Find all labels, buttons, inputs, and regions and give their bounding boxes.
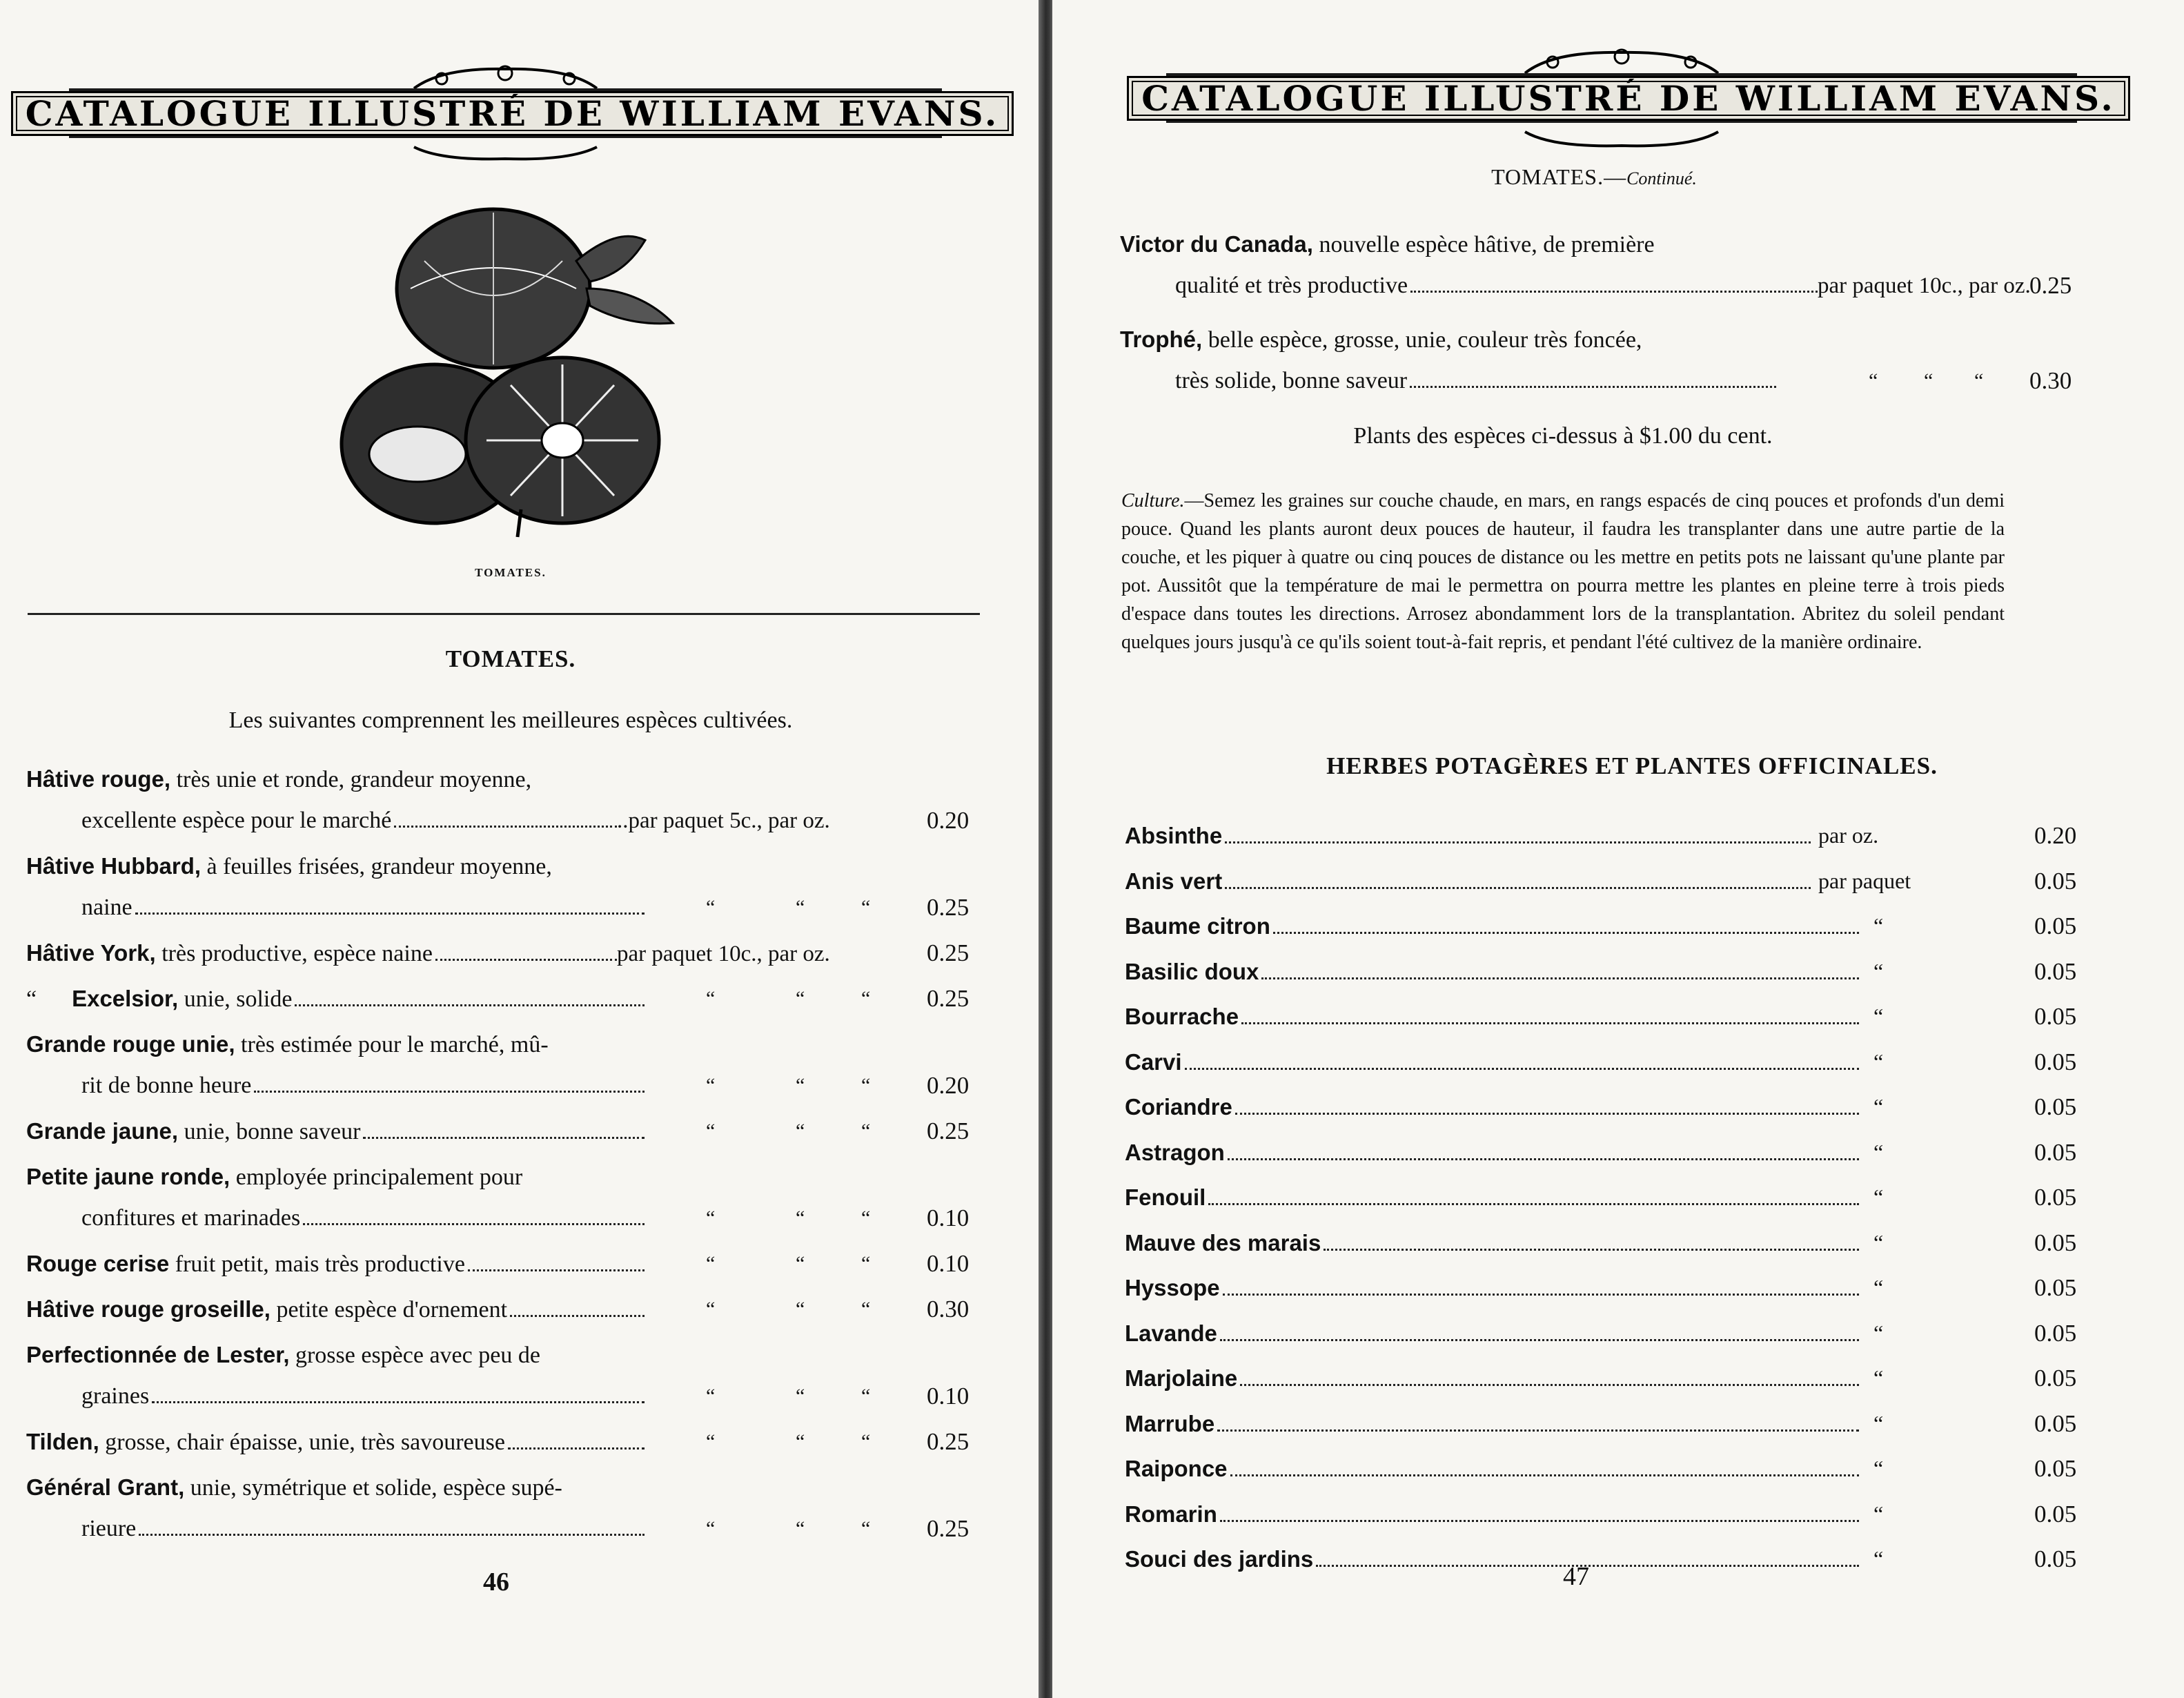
- item-name: Victor du Canada,: [1120, 231, 1313, 257]
- list-item: [26, 1422, 1006, 1463]
- herb-row: [1125, 1401, 2118, 1447]
- list-item: [26, 1157, 1006, 1240]
- section-intro: Les suivantes comprennent les meilleures espèces cultivées.: [228, 708, 793, 733]
- left-page: [0, 0, 1042, 1698]
- ditto-mark: “: [861, 1517, 871, 1540]
- item-name: Petite jaune ronde,: [26, 1164, 230, 1189]
- item-description: unie, bonne saveur: [178, 1119, 361, 1144]
- item-name: Hâtive rouge groseille,: [26, 1296, 270, 1322]
- tomato-price-list: [26, 759, 1006, 1554]
- leader-dots: [1410, 386, 1776, 388]
- herb-row: [1125, 1084, 2118, 1130]
- page-number: 46: [483, 1568, 509, 1597]
- herb-row: [1125, 1220, 2118, 1266]
- item-price: 0.25: [927, 985, 970, 1012]
- herb-row: [1125, 1040, 2118, 1085]
- ditto-mark: “: [1974, 369, 1984, 392]
- item-description: rieure: [81, 1516, 137, 1541]
- herb-name: Astragon: [1125, 1139, 1225, 1165]
- herb-price: 0.05: [2034, 1003, 2077, 1030]
- item-name: Trophé,: [1120, 326, 1203, 352]
- list-item: [26, 1244, 1006, 1285]
- list-item: [1120, 320, 2114, 402]
- leader-dots: [1230, 1474, 1859, 1476]
- item-description: unie, solide: [178, 986, 293, 1012]
- item-price: 0.30: [2029, 367, 2072, 394]
- item-price: 0.25: [927, 894, 970, 921]
- ditto-mark: “: [861, 1252, 871, 1275]
- herb-name: Marrube: [1125, 1410, 1215, 1436]
- item-description: grosse espèce avec peu de: [289, 1343, 540, 1368]
- ditto-mark: “: [796, 1298, 805, 1320]
- leader-dots: [1240, 1384, 1859, 1386]
- item-description: rit de bonne heure: [81, 1073, 252, 1098]
- list-item: [26, 1467, 1006, 1550]
- leader-dots: [1410, 291, 1818, 293]
- ditto-mark: “: [796, 1252, 805, 1275]
- herb-unit: “: [1873, 1229, 1884, 1255]
- herb-row: [1125, 1311, 2118, 1356]
- herb-row: [1125, 1265, 2118, 1311]
- ditto-mark: “: [861, 987, 871, 1010]
- leader-dots: [1261, 977, 1859, 979]
- item-line: [1120, 224, 2114, 266]
- herb-price: 0.05: [2034, 1274, 2077, 1301]
- ditto-mark: “: [706, 1298, 716, 1320]
- ditto-mark: “: [1869, 369, 1878, 392]
- item-description: excellente espèce pour le marché: [81, 808, 392, 833]
- herb-row: [1125, 859, 2118, 904]
- herb-unit: “: [1873, 913, 1884, 938]
- herb-row: [1125, 813, 2118, 859]
- item-price: 0.20: [927, 807, 970, 834]
- herb-name: Bourrache: [1125, 1004, 1239, 1029]
- leader-dots: [1228, 1158, 1859, 1160]
- herb-row: [1125, 1175, 2118, 1220]
- item-name: Rouge cerise: [26, 1251, 170, 1276]
- herb-price: 0.05: [2034, 1048, 2077, 1075]
- herb-unit: “: [1873, 1365, 1884, 1390]
- page-subtitle: TOMATES.—Continué.: [1491, 164, 1697, 189]
- ditto-mark: “: [861, 1385, 871, 1407]
- ditto-mark: “: [861, 1074, 871, 1097]
- herb-row: [1125, 1356, 2118, 1401]
- item-description: très estimée pour le marché, mû-: [235, 1032, 549, 1057]
- herb-price: 0.05: [2034, 913, 2077, 939]
- herb-name: Fenouil: [1125, 1184, 1206, 1210]
- ditto-mark: “: [706, 1207, 716, 1229]
- herb-unit: “: [1873, 1139, 1884, 1164]
- leader-dots: [468, 1269, 645, 1271]
- herb-unit: “: [1873, 1501, 1884, 1526]
- herb-row: [1125, 949, 2118, 995]
- ditto-mark: “: [861, 896, 871, 919]
- item-description: petite espèce d'ornement: [270, 1297, 508, 1323]
- herb-price: 0.05: [2034, 1093, 2077, 1120]
- item-name: Hâtive rouge,: [26, 766, 171, 792]
- item-price: 0.25: [927, 1515, 970, 1542]
- item-description: à feuilles frisées, grandeur moyenne,: [201, 854, 552, 879]
- divider: [28, 613, 980, 615]
- leader-dots: [1225, 841, 1811, 843]
- item-description: nouvelle espèce hâtive, de première: [1312, 232, 1655, 257]
- herb-price: 0.05: [2034, 1184, 2077, 1211]
- herb-price: 0.05: [2034, 1138, 2077, 1166]
- ditto-mark: “: [706, 1517, 716, 1540]
- ditto-mark: “: [861, 1430, 871, 1453]
- list-item: [26, 933, 1006, 975]
- ditto-mark: “: [796, 1074, 805, 1097]
- list-item: [26, 846, 1006, 929]
- catalogue-banner: [25, 61, 1000, 164]
- item-line: [26, 1198, 1006, 1240]
- item-line: [26, 1111, 1006, 1153]
- herb-price: 0.05: [2034, 1319, 2077, 1347]
- leader-dots: [1217, 1429, 1859, 1432]
- ditto-mark: “: [861, 1207, 871, 1229]
- herb-price: 0.05: [2034, 1365, 2077, 1392]
- herb-unit: “: [1873, 1004, 1884, 1028]
- leader-dots: [1220, 1339, 1859, 1341]
- list-item: [26, 1024, 1006, 1107]
- list-item: [26, 1289, 1006, 1331]
- list-item: [26, 979, 1006, 1020]
- item-unit: par paquet 10c., par oz.: [617, 941, 830, 966]
- herb-name: Raiponce: [1125, 1456, 1228, 1481]
- ditto-mark: “: [706, 1385, 716, 1407]
- herb-name: Hyssope: [1125, 1275, 1220, 1300]
- list-item: [26, 759, 1006, 842]
- ditto-mark: “: [26, 986, 37, 1012]
- right-page: [1052, 0, 2184, 1698]
- herb-row: [1125, 904, 2118, 949]
- herb-unit: “: [1873, 1094, 1884, 1119]
- item-description: naine: [81, 895, 132, 920]
- page-number: 47: [1563, 1562, 1589, 1591]
- leader-dots: [510, 1315, 645, 1317]
- item-description: unie, symétrique et solide, espèce supé-: [184, 1475, 562, 1501]
- leader-dots: [1235, 1113, 1859, 1115]
- ditto-mark: “: [796, 1207, 805, 1229]
- herb-row: [1125, 994, 2118, 1040]
- leader-dots: [435, 959, 617, 961]
- item-line: [1120, 266, 2114, 307]
- herb-name: Marjolaine: [1125, 1365, 1238, 1391]
- item-line: [26, 846, 1006, 888]
- herbs-heading: HERBES POTAGÈRES ET PLANTES OFFICINALES.: [1326, 752, 1938, 779]
- herb-name: Souci des jardins: [1125, 1546, 1314, 1572]
- item-description: employée principalement pour: [230, 1164, 523, 1190]
- herb-unit: “: [1873, 1320, 1884, 1345]
- item-description: belle espèce, grosse, unie, couleur très foncée,: [1202, 327, 1642, 353]
- item-unit: ..par paquet 5c., par oz.: [617, 808, 830, 833]
- item-line: [26, 1066, 1006, 1107]
- list-item: [1120, 224, 2114, 307]
- ditto-mark: “: [706, 1430, 716, 1453]
- herb-price: 0.05: [2034, 1545, 2077, 1572]
- herb-unit: “: [1873, 1410, 1884, 1436]
- item-description: qualité et très productive: [1175, 273, 1408, 298]
- herb-name: Baume citron: [1125, 913, 1270, 939]
- ditto-mark: “: [796, 1385, 805, 1407]
- item-name: Perfectionnée de Lester,: [26, 1342, 290, 1367]
- herb-price: 0.05: [2034, 1455, 2077, 1482]
- ditto-mark: “: [861, 1298, 871, 1320]
- herb-price: 0.05: [2034, 957, 2077, 985]
- item-description: confitures et marinades: [81, 1205, 301, 1231]
- herb-row: [1125, 1492, 2118, 1537]
- ditto-mark: “: [796, 987, 805, 1010]
- list-item: [26, 1335, 1006, 1418]
- leader-dots: [1185, 1068, 1859, 1070]
- item-price: 0.10: [927, 1250, 970, 1277]
- item-description: graines: [81, 1383, 150, 1409]
- item-line: [26, 759, 1006, 801]
- item-price: 0.30: [927, 1296, 970, 1323]
- item-name: Hâtive Hubbard,: [26, 853, 201, 879]
- item-line: [26, 933, 1006, 975]
- herb-price-list: [1125, 813, 2118, 1582]
- leader-dots: [152, 1401, 645, 1403]
- herb-unit: par oz.: [1818, 823, 1879, 848]
- item-line: [26, 979, 1006, 1020]
- section-heading: TOMATES.: [445, 645, 576, 672]
- item-description: fruit petit, mais très productive: [169, 1251, 465, 1277]
- item-name: Hâtive York,: [26, 940, 156, 966]
- leader-dots: [1273, 932, 1859, 934]
- herb-name: Basilic doux: [1125, 958, 1259, 984]
- herb-unit: “: [1873, 1456, 1884, 1481]
- item-line: [26, 1024, 1006, 1066]
- herb-unit: “: [1873, 1184, 1884, 1209]
- herb-name: Anis vert: [1125, 868, 1223, 894]
- herb-row: [1125, 1130, 2118, 1175]
- item-price: 0.10: [927, 1204, 970, 1231]
- catalogue-banner: [1125, 46, 2118, 149]
- ditto-mark: “: [796, 1517, 805, 1540]
- ditto-mark: “: [706, 1074, 716, 1097]
- item-description: très unie et ronde, grandeur moyenne,: [170, 767, 532, 792]
- culture-paragraph: Culture.—Semez les graines sur couche chaude, en mars, en rangs espacés de cinq pouces et profonds d'un demi pouce. Quand les plants auront deux pouces de hauteur, il faudra les transplanter dans une autre partie de la couche, et les piquer à quatre ou cinq pouces de distance ou les mettre en petits pots ne laissant qu'une plante par pot. Aussitôt que la température de mai le permettra on pourra mettre les plantes en pleine terre à trois pieds d'espace dans toutes les directions. Arrosez abondamment lors de la transplantation. Abritez du soleil pendant quelques jours jusqu'à ce qu'ils soient tout-à-fait repris, et pendant l'été cultivez de la manière ordinaire.: [1121, 490, 2005, 653]
- leader-dots: [1223, 1294, 1859, 1296]
- leader-dots: [363, 1137, 645, 1139]
- item-price: 0.25: [927, 1118, 970, 1144]
- herb-name: Carvi: [1125, 1048, 1182, 1075]
- item-line: [26, 1335, 1006, 1376]
- item-name: Grande jaune,: [26, 1118, 179, 1144]
- tomato-illustration: [314, 185, 700, 544]
- ditto-mark: “: [796, 1430, 805, 1453]
- herb-unit: par paquet: [1818, 868, 1911, 893]
- item-line: [26, 1422, 1006, 1463]
- item-line: [26, 1376, 1006, 1418]
- figure-caption: TOMATES.: [475, 566, 547, 579]
- banner-title: CATALOGUE ILLUSTRÉ DE WILLIAM EVANS.: [1190, 77, 2067, 119]
- item-description: grosse, chair épaisse, unie, très savoureuse: [99, 1429, 505, 1455]
- item-name: Grande rouge unie,: [26, 1031, 235, 1057]
- item-line: [26, 1157, 1006, 1198]
- leader-dots: [1220, 1520, 1859, 1522]
- herb-unit: “: [1873, 1275, 1884, 1300]
- item-price: 0.10: [927, 1383, 970, 1409]
- list-item: [26, 1111, 1006, 1153]
- plants-note: Plants des espèces ci-dessus à $1.00 du cent.: [1353, 423, 1773, 449]
- herb-unit: “: [1873, 958, 1884, 984]
- ditto-mark: “: [706, 896, 716, 919]
- item-description: très productive, espèce naine: [155, 941, 433, 966]
- herb-price: 0.05: [2034, 1500, 2077, 1528]
- item-line: [26, 888, 1006, 929]
- herb-price: 0.05: [2034, 867, 2077, 895]
- herb-name: Mauve des marais: [1125, 1229, 1321, 1256]
- herb-row: [1125, 1536, 2118, 1582]
- banner-title: CATALOGUE ILLUSTRÉ DE WILLIAM EVANS.: [93, 92, 932, 134]
- item-line: [1120, 320, 2114, 361]
- leader-dots: [135, 913, 645, 915]
- item-unit: par paquet 10c., par oz.: [1818, 273, 2031, 298]
- herb-price: 0.05: [2034, 1409, 2077, 1437]
- leader-dots: [1324, 1249, 1859, 1251]
- herb-unit: “: [1873, 1546, 1884, 1571]
- item-line: [26, 1509, 1006, 1550]
- ditto-mark: “: [796, 896, 805, 919]
- herb-price: 0.05: [2034, 1229, 2077, 1256]
- leader-dots: [1208, 1203, 1859, 1205]
- item-line: [26, 1289, 1006, 1331]
- item-name: Excelsior,: [72, 986, 179, 1011]
- ditto-mark: “: [706, 1120, 716, 1142]
- leader-dots: [254, 1091, 645, 1093]
- item-line: [26, 1467, 1006, 1509]
- ditto-mark: “: [706, 987, 716, 1010]
- item-line: [1120, 361, 2114, 402]
- ditto-mark: “: [1924, 369, 1934, 392]
- item-line: [26, 801, 1006, 842]
- herb-row: [1125, 1446, 2118, 1492]
- herb-name: Lavande: [1125, 1320, 1217, 1346]
- ditto-mark: “: [861, 1120, 871, 1142]
- tomato-continued-list: [1120, 224, 2114, 415]
- leader-dots: [303, 1223, 645, 1225]
- item-description: très solide, bonne saveur: [1175, 368, 1408, 393]
- leader-dots: [394, 826, 617, 828]
- item-price: 0.20: [927, 1072, 970, 1099]
- item-price: 0.25: [2029, 272, 2072, 299]
- leader-dots: [1241, 1022, 1859, 1024]
- herb-name: Absinthe: [1125, 823, 1223, 848]
- item-line: [26, 1244, 1006, 1285]
- item-price: 0.25: [927, 1428, 970, 1455]
- leader-dots: [508, 1447, 645, 1450]
- leader-dots: [295, 1004, 645, 1006]
- herb-name: Romarin: [1125, 1501, 1217, 1527]
- item-price: 0.25: [927, 939, 970, 966]
- item-name: Général Grant,: [26, 1474, 185, 1500]
- herb-name: Coriandre: [1125, 1094, 1232, 1120]
- ditto-mark: “: [706, 1252, 716, 1275]
- leader-dots: [1225, 887, 1811, 889]
- item-name: Tilden,: [26, 1429, 99, 1454]
- herb-price: 0.20: [2034, 822, 2077, 849]
- ditto-mark: “: [796, 1120, 805, 1142]
- leader-dots: [139, 1534, 645, 1536]
- herb-unit: “: [1873, 1048, 1884, 1074]
